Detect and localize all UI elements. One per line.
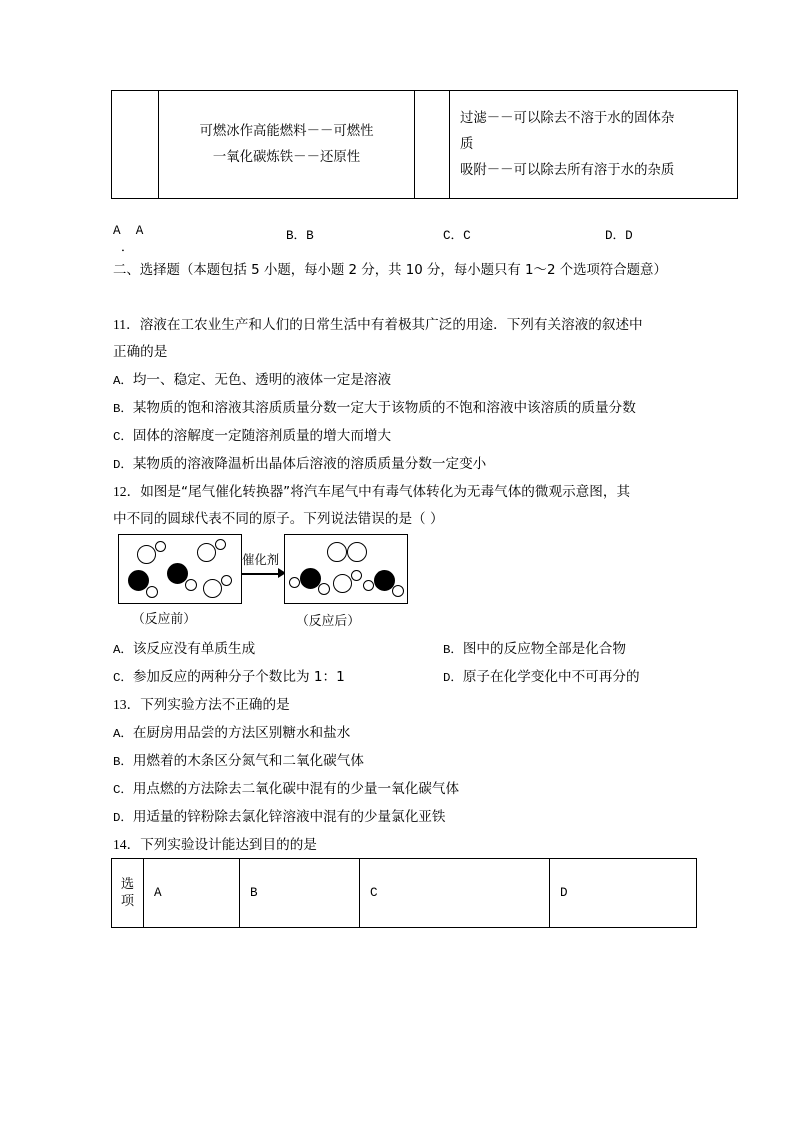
option-letter: A． bbox=[113, 643, 133, 657]
question-11-option-b[interactable] bbox=[113, 396, 636, 416]
question-12-stem-line-2: 中不同的圆球代表不同的原子。下列说法错误的是（ ） bbox=[113, 511, 444, 527]
atom-carbon-black bbox=[300, 568, 321, 589]
caption-before-reaction: （反应前） bbox=[132, 612, 196, 627]
atom-oxygen-white-small bbox=[351, 570, 362, 581]
option-letter: B． bbox=[113, 402, 133, 416]
question-13-stem-text: 下列实验方法不正确的是 bbox=[140, 697, 290, 713]
cell-line: 一氧化碳炼铁－－还原性 bbox=[212, 149, 361, 165]
answer-choice-b[interactable]: B．B bbox=[286, 229, 314, 243]
cell-line: 可燃冰作高能燃料－－可燃性 bbox=[199, 123, 374, 139]
caption-after-reaction: （反应后） bbox=[296, 614, 360, 629]
options-table-bottom bbox=[111, 858, 697, 928]
option-text: 该反应没有单质生成 bbox=[132, 641, 256, 657]
option-text: 某物质的饱和溶液其溶质质量分数一定大于该物质的不饱和溶液中该溶质的质量分数 bbox=[132, 400, 636, 416]
question-11-stem-line-2: 正确的是 bbox=[113, 344, 168, 360]
table-cell-option-a bbox=[144, 859, 240, 928]
atom-nitrogen-white bbox=[347, 542, 367, 562]
answer-choice-c[interactable]: C．C bbox=[443, 229, 471, 243]
option-letter: C． bbox=[113, 430, 133, 444]
option-column-letter: A bbox=[154, 886, 162, 900]
table-header-options-label bbox=[112, 859, 144, 928]
option-letter: C． bbox=[113, 783, 133, 797]
reaction-arrow bbox=[242, 550, 284, 590]
question-12-stem-text: 如图是“尾气催化转换器”将汽车尾气中有毒气体转化为无毒气体的微观示意图，其 bbox=[140, 484, 631, 500]
table-cell-label-1 bbox=[112, 91, 159, 199]
atom-oxygen-white-small bbox=[363, 580, 374, 591]
atom-carbon-black bbox=[374, 570, 395, 591]
cell-line: 过滤－－可以除去不溶于水的固体杂 bbox=[460, 110, 675, 126]
atom-oxygen-white-small bbox=[215, 539, 226, 550]
table-row bbox=[112, 91, 738, 199]
question-14-stem-line-1 bbox=[113, 833, 317, 853]
atom-oxygen-white-small bbox=[221, 575, 232, 586]
question-12-option-d[interactable] bbox=[443, 665, 640, 685]
atom-carbon-black bbox=[128, 570, 149, 591]
table-cell-content-2 bbox=[450, 91, 738, 199]
atom-oxygen-white bbox=[333, 574, 352, 593]
atom-nitrogen-white bbox=[327, 542, 347, 562]
question-12-stem-line-1 bbox=[113, 480, 630, 500]
option-letter: C． bbox=[113, 671, 133, 685]
answer-choice-a-letter: A bbox=[113, 224, 121, 238]
option-letter: A． bbox=[113, 727, 133, 741]
atom-carbon-black bbox=[167, 563, 188, 584]
table-cell-option-b bbox=[240, 859, 360, 928]
option-text: 图中的反应物全部是化合物 bbox=[462, 641, 626, 657]
question-12-number: 12． bbox=[113, 484, 141, 499]
answer-choice-a-value: A bbox=[135, 224, 144, 238]
question-14-number: 14． bbox=[113, 837, 141, 852]
header-label-line: 选 bbox=[120, 877, 135, 892]
option-column-letter: D bbox=[560, 886, 568, 900]
header-label-line: 项 bbox=[120, 894, 135, 909]
question-11-number: 11． bbox=[113, 317, 140, 332]
molecular-reaction-diagram bbox=[118, 532, 418, 632]
option-letter: D． bbox=[113, 458, 133, 472]
question-14-stem-text: 下列实验设计能达到目的的是 bbox=[140, 837, 317, 853]
option-letter: D． bbox=[113, 811, 133, 825]
question-12-option-b[interactable] bbox=[443, 637, 626, 657]
option-text: 某物质的溶液降温析出晶体后溶液的溶质质量分数一定变小 bbox=[132, 456, 487, 472]
question-13-option-b[interactable] bbox=[113, 749, 364, 769]
table-cell-content-1 bbox=[159, 91, 415, 199]
option-text: 用点燃的方法除去二氧化碳中混有的少量一氧化碳气体 bbox=[132, 781, 460, 797]
question-11-option-a[interactable] bbox=[113, 368, 391, 388]
option-text: 用燃着的木条区分氮气和二氧化碳气体 bbox=[132, 753, 364, 769]
question-12-option-c[interactable] bbox=[113, 665, 345, 685]
question-13-option-a[interactable] bbox=[113, 721, 350, 741]
question-13-option-d[interactable] bbox=[113, 805, 445, 825]
option-letter: A． bbox=[113, 374, 133, 388]
arrow-shaft bbox=[242, 573, 280, 575]
answer-choice-row bbox=[113, 224, 693, 255]
section-heading: 二、选择题（本题包括 5 小题，每小题 2 分，共 10 分，每小题只有 1～2 个选项符合题意） bbox=[113, 263, 667, 278]
atom-oxygen-white bbox=[197, 543, 216, 562]
option-text: 在厨房用品尝的方法区别糖水和盐水 bbox=[132, 725, 351, 741]
question-11-option-c[interactable] bbox=[113, 424, 391, 444]
products-box bbox=[284, 534, 408, 604]
question-13-option-c[interactable] bbox=[113, 777, 459, 797]
option-text: 均一、稳定、无色、透明的液体一定是溶液 bbox=[132, 372, 392, 388]
question-11-option-d[interactable] bbox=[113, 452, 486, 472]
atom-oxygen-white-small bbox=[185, 579, 197, 591]
answer-choice-a-dot: ． bbox=[121, 241, 134, 255]
atom-oxygen-white-small bbox=[146, 586, 158, 598]
option-column-letter: C bbox=[370, 886, 378, 900]
option-text: 参加反应的两种分子个数比为 1：1 bbox=[132, 669, 345, 685]
question-11-stem-text: 溶液在工农业生产和人们的日常生活中有着极其广泛的用途．下列有关溶液的叙述中 bbox=[139, 317, 643, 333]
option-column-letter: B bbox=[250, 886, 258, 900]
atom-oxygen-white-small bbox=[289, 577, 300, 588]
comparison-table-top bbox=[111, 90, 738, 199]
atom-oxygen-white bbox=[203, 579, 222, 598]
table-cell-option-c bbox=[360, 859, 550, 928]
question-13-stem-line-1 bbox=[113, 693, 290, 713]
cell-line: 质 bbox=[460, 136, 474, 152]
option-letter: B． bbox=[113, 755, 133, 769]
cell-line: 吸附－－可以除去所有溶于水的杂质 bbox=[460, 162, 675, 178]
atom-oxygen-white-small bbox=[318, 583, 330, 595]
option-letter: D． bbox=[443, 671, 463, 685]
table-cell-label-2 bbox=[415, 91, 450, 199]
reactants-box bbox=[118, 534, 242, 604]
option-text: 原子在化学变化中不可再分的 bbox=[462, 669, 640, 685]
option-letter: B． bbox=[443, 643, 463, 657]
option-text: 固体的溶解度一定随溶剂质量的增大而增大 bbox=[132, 428, 392, 444]
option-text: 用适量的锌粉除去氯化锌溶液中混有的少量氯化亚铁 bbox=[132, 809, 446, 825]
catalyst-label: 催化剂 bbox=[242, 552, 280, 567]
atom-oxygen-white bbox=[137, 545, 156, 564]
question-11-stem-line-1 bbox=[113, 313, 643, 333]
atom-oxygen-white-small bbox=[392, 585, 404, 597]
table-row bbox=[112, 859, 697, 928]
question-13-number: 13． bbox=[113, 697, 141, 712]
answer-choice-d[interactable]: D．D bbox=[605, 229, 633, 243]
question-12-option-a[interactable] bbox=[113, 637, 255, 657]
table-cell-option-d bbox=[550, 859, 697, 928]
atom-oxygen-white-small bbox=[155, 541, 166, 552]
